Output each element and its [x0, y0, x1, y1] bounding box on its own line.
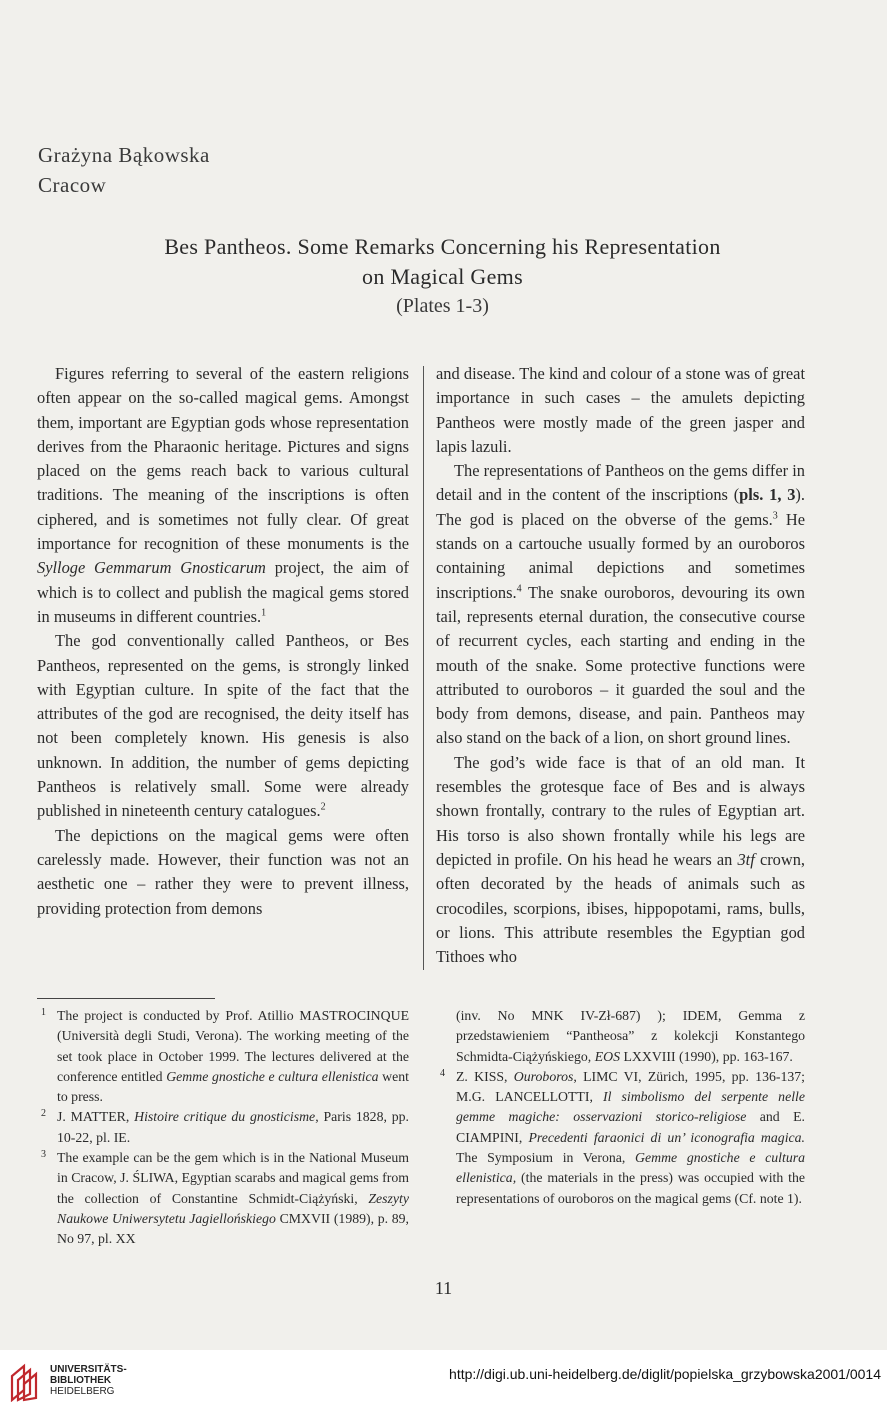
paragraph: Figures referring to several of the eastern religions often appear on the so-called magical gems. Amongst them, important are Egyptian gods whose representation derives from the Pharaonic heritage. Pictures and signs placed on the gems reach back to various cultural traditions. The meaning of the inscriptions is often ciphered, and is sometimes not fully clear. Of great importance for recognition of these monuments is the Sylloge Gemmarum Gnosticarum project, the aim of which is to collect and publish the magical gems stored in museums in different countries.$^1$ [37, 364, 409, 626]
plates-note: (Plates 1-3) [396, 295, 489, 317]
footnotes-left [37, 1006, 409, 1250]
author-city: Cracow [38, 173, 107, 197]
article-title [40, 232, 845, 292]
footnote-3: 3 The example can be the gem which is in the National Museum in Cracow, J. ŚLIWA, Egyptian scarabs and magical gems from the collection of Constantine Schmidt-Ciążyński, Zeszyty Naukowe Uniwersytetu Jagiellońskiego CMXVII (1989), p. 89, No 97, pl. XX [41, 1149, 410, 1247]
footnote-3-continued: (inv. No MNK IV-Zł-687) ); IDEM, Gemma z przedstawieniem “Pantheosa” z kolekcji Konstantego Schmidta-Ciążyńskiego, EOS LXXVIII (1990), pp. 163-167. [456, 1008, 805, 1064]
footnotes-right [436, 1006, 805, 1209]
paragraph: The depictions on the magical gems were often carelessly made. However, their function was not an aesthetic one – rather they were to prevent illness, providing protection from demons [37, 825, 409, 918]
footnote-rule [37, 998, 215, 999]
footnote-4: 4 Z. KISS, Ouroboros, LIMC VI, Zürich, 1995, pp. 136-137; M.G. LANCELLOTTI, Il simbolismo del serpente nelle gemme magiche: osservazioni storico-religiose and E. CIAMPINI, Precedenti faraonici di un’ iconografia magica. The Symposium in Verona, Gemme gnostiche e cultura ellenistica, (the materials in the press) was occupied with the representations of ouroboros on the magical gems (Cf. note 1). [440, 1067, 806, 1206]
paragraph: The god’s wide face is that of an old man. It resembles the grotesque face of Bes and is always shown frontally, contrary to the rules of Egyptian art. His torso is also shown frontally while his legs are depicted in profile. On his head he wears an 3tf crown, often decorated by the heads of animals such as crocodiles, scorpions, ibises, hippopotami, rams, bulls, or lions. This attribute resembles the Egyptian god Tithoes who [436, 752, 805, 967]
footnote-1: 1 The project is conducted by Prof. Atillio MASTROCINQUE (Università degli Studi, Verona). The working meeting of the set took place in October 1999. The lectures delivered at the conference entitled Gemme gnostiche e cultura ellenistica went to press. [41, 1007, 409, 1105]
column-divider [423, 366, 424, 970]
library-logo-icon [10, 1362, 42, 1402]
footnote-2: 2 J. MATTER, Histoire critique du gnosticisme, Paris 1828, pp. 10-22, pl. IE. [41, 1108, 410, 1145]
page-number: 11 [434, 1278, 453, 1298]
paragraph: The representations of Pantheos on the gems differ in detail and in the content of the inscriptions (pls. 1, 3). The god is placed on the obverse of the gems.$^3$ He stands on a cartouche usually formed by an ouroboros containing animal depictions and sometimes inscriptions.$^4$ The snake ouroboros, devouring its own tail, represents eternal duration, the consecutive course of recurrent cycles, each starting and ending in the mouth of the snake. Some protective functions were attributed to ouroboros – it guarded the soul and the body from demons, disease, and pain. Pantheos may also stand on the back of a lion, on short ground lines. [436, 461, 805, 748]
library-name: UNIVERSITÄTS- BIBLIOTHEK HEIDELBERG [50, 1364, 127, 1397]
author-block [38, 140, 210, 200]
left-column [37, 362, 409, 921]
right-column [436, 362, 805, 969]
title-line-1: Bes Pantheos. Some Remarks Concerning his Representation [164, 234, 721, 259]
title-line-2: on Magical Gems [362, 264, 523, 289]
paragraph: and disease. The kind and colour of a stone was of great importance in such cases – the amulets depicting Pantheos were mostly made of the green jasper and lapis lazuli. [436, 364, 805, 456]
source-url-link[interactable]: http://digi.ub.uni-heidelberg.de/diglit/popielska_grzybowska2001/0014 [449, 1366, 881, 1382]
footer-bar [0, 1350, 887, 1413]
author-name: Grażyna Bąkowska [38, 143, 210, 167]
paragraph: The god conventionally called Pantheos, or Bes Pantheos, represented on the gems, is strongly linked with Egyptian culture. In spite of the fact that the attributes of the god are recognised, the deity itself has not been completely known. His genesis is also unknown. In addition, the number of gems depicting Pantheos is relatively small. Some were already published in nineteenth century catalogues.$^2$ [37, 631, 409, 821]
